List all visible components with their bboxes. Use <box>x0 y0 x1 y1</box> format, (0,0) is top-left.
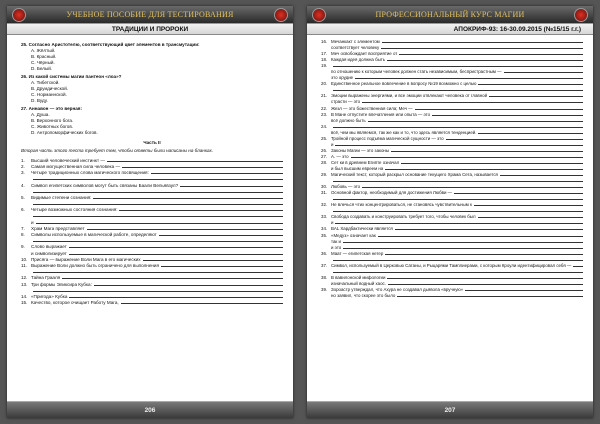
answer-blank[interactable] <box>362 99 583 103</box>
item-prompt: Не влечься чтих концентрироваться, не становясь чувствительным к <box>331 202 472 208</box>
right-page <box>307 6 593 418</box>
item-prompt: Мечанкакт с элементом <box>331 39 380 44</box>
answer-blank[interactable] <box>401 160 583 164</box>
answer-option[interactable]: B. Верхонного бога. <box>31 118 74 123</box>
question-list <box>21 42 283 136</box>
answer-blank[interactable] <box>474 202 583 206</box>
item-prompt: и <box>31 219 34 225</box>
item-prompt: Жезл — это божественная сила; Меч — <box>331 105 413 111</box>
fill-in-item <box>21 300 283 306</box>
answer-option[interactable]: А. Душа. <box>31 112 50 117</box>
item-number: 29. <box>321 172 328 178</box>
item-prompt: «Пригода» Кубка <box>31 293 68 299</box>
item-number: 36. <box>321 250 328 256</box>
answer-option[interactable]: B. Друидической. <box>31 86 69 91</box>
question-title: 25. Согласно Аристотелю, соответствующий цвет элементов в трансмутации: <box>21 42 200 47</box>
emblem-icon <box>312 8 326 22</box>
left-content <box>21 40 283 306</box>
fill-in-item <box>321 293 583 299</box>
item-prompt: Символ, используемый в Церковью Сатаны, и Рыцарями Тамплиерами, с которым Кроули идентифицировал себя — <box>331 262 572 268</box>
answer-blank[interactable] <box>33 269 283 273</box>
answer-blank[interactable] <box>143 257 283 261</box>
question-block <box>21 74 283 104</box>
answer-blank[interactable] <box>333 63 583 67</box>
item-number: 32. <box>321 202 328 208</box>
item-prompt: Маат — египетская нетер <box>331 250 384 256</box>
answer-blank[interactable] <box>355 75 583 79</box>
item-prompt: Видимые степени сознания: <box>31 194 92 200</box>
answer-blank[interactable] <box>343 245 583 249</box>
item-prompt: Храм Мага представляет <box>31 225 85 231</box>
answer-blank[interactable] <box>119 207 283 211</box>
answer-blank[interactable] <box>33 288 283 292</box>
item-number: 35. <box>321 232 328 238</box>
item-prompt: Самая могущественная сила человека — <box>31 163 121 169</box>
answer-blank[interactable] <box>33 238 283 242</box>
item-prompt: Законы Магии — это законы <box>331 147 390 153</box>
answer-blank[interactable] <box>343 239 583 243</box>
header-banner <box>7 6 293 24</box>
answer-blank[interactable] <box>385 166 583 170</box>
answer-blank[interactable] <box>159 232 283 236</box>
answer-blank[interactable] <box>122 164 283 168</box>
item-prompt: Присяга — выражение Воли Мага в его магических <box>31 256 141 262</box>
answer-blank[interactable] <box>333 87 583 91</box>
answer-blank[interactable] <box>415 106 583 110</box>
question-block <box>21 42 283 72</box>
emblem-icon <box>12 8 26 22</box>
answer-blank[interactable] <box>351 154 583 158</box>
item-number: 30. <box>321 184 328 190</box>
item-number: 31. <box>321 190 328 196</box>
answer-blank[interactable] <box>107 158 283 162</box>
answer-blank[interactable] <box>151 170 283 174</box>
page-number: 206 <box>144 407 156 414</box>
answer-option[interactable]: D. Антропоморфических богов. <box>31 130 98 135</box>
item-prompt: и символизирует <box>31 250 67 256</box>
item-prompt: соответствует человеку <box>331 45 380 51</box>
emblem-icon <box>574 8 588 22</box>
item-prompt: так и <box>331 238 341 244</box>
answer-blank[interactable] <box>161 263 283 267</box>
item-prompt: Тайна Грааля <box>31 275 61 281</box>
item-number: 18. <box>321 57 328 63</box>
answer-blank[interactable] <box>333 196 583 200</box>
answer-blank[interactable] <box>333 269 583 273</box>
header-title: УЧЕБНОЕ ПОСОБИЕ ДЛЯ ТЕСТИРОВАНИЯ <box>66 10 234 19</box>
answer-blank[interactable] <box>69 251 283 255</box>
item-prompt: Выражение Воли должно быть ограничено для выполнения <box>31 262 159 268</box>
item-prompt: страсти — это <box>331 99 361 105</box>
item-number: 6. <box>21 207 25 213</box>
item-number: 17. <box>321 51 328 57</box>
item-prompt: Качество, которое очищает Работу Мага, <box>31 300 119 306</box>
item-number: 37. <box>321 262 328 268</box>
header-title: ПРОФЕССИОНАЛЬНЫЙ КУРС МАГИИ <box>375 10 525 19</box>
item-prompt: Единственное реальное вовлечение в вопросу №19 возможно с целью <box>331 81 477 87</box>
item-number: 2. <box>21 163 25 169</box>
item-prompt: Три формы Эликсира Кубка: <box>31 281 92 287</box>
emblem-icon <box>274 8 288 22</box>
page-footer <box>7 401 293 418</box>
item-number: 23. <box>321 111 328 117</box>
item-prompt: изначальный водный хаос. <box>331 280 386 286</box>
item-prompt: Свобода создавать и конструировать требует того, чтобы человек был <box>331 214 476 220</box>
answer-blank[interactable] <box>62 275 283 279</box>
item-prompt: Тройной процесс подъёма магической сущности — это <box>331 135 444 141</box>
item-prompt: Эмоции выражены энергиями, и все эмоции отвлекают человека от главной <box>331 93 488 99</box>
answer-blank[interactable] <box>333 124 583 128</box>
answer-blank[interactable] <box>69 294 283 298</box>
answer-blank[interactable] <box>87 226 283 230</box>
item-prompt: Символ египетских символов могут быть связаны Баали Вельявзул? <box>31 182 179 188</box>
section-subheader: АПОКРИФ-93: 16-30.09.2015 (№15/15 г.г.) <box>307 24 593 35</box>
item-number: 9. <box>21 244 25 250</box>
answer-blank[interactable] <box>33 201 283 205</box>
item-prompt: Зороастр утверждал, что Ахура не создавал дьявола «вручную» <box>331 286 464 292</box>
item-number: 38. <box>321 274 328 280</box>
header-banner <box>307 6 593 24</box>
item-number: 19. <box>321 63 328 69</box>
page-number: 207 <box>444 407 456 414</box>
item-prompt: всё, чем мы являемся, так же как и то, что здесь является тенденцией. <box>331 129 477 135</box>
item-prompt: Сет ки в древнем Египте означал <box>331 159 400 165</box>
item-number: 20. <box>321 81 328 87</box>
answer-blank[interactable] <box>478 130 583 134</box>
answer-blank[interactable] <box>335 142 583 146</box>
answer-blank[interactable] <box>388 281 583 285</box>
item-number: 14. <box>21 293 28 299</box>
item-number: 5. <box>21 194 25 200</box>
item-number: 12. <box>21 275 28 281</box>
answer-option[interactable]: C. Чёрный. <box>31 60 55 65</box>
item-prompt: Слово выражает <box>31 244 67 250</box>
answer-blank[interactable] <box>121 300 283 304</box>
answer-option[interactable]: C. Норманнской. <box>31 92 67 97</box>
answer-blank[interactable] <box>180 183 283 187</box>
left-page <box>7 6 293 418</box>
right-content <box>321 39 583 299</box>
item-number: 13. <box>21 281 28 287</box>
answer-blank[interactable] <box>573 263 583 267</box>
answer-blank[interactable] <box>391 148 583 152</box>
item-number: 11. <box>21 262 28 268</box>
question-title: 26. Из какой системы магии пантеон «лоа»? <box>21 74 122 79</box>
answer-blank[interactable] <box>36 220 283 224</box>
item-prompt: В Мане отпустите впечатления или опыта — это <box>331 111 431 117</box>
item-number: 26. <box>321 147 328 153</box>
section-subheader: ТРАДИЦИИ И ПРОРОКИ <box>7 24 293 35</box>
item-prompt: и был высшим евреем на <box>331 165 384 171</box>
item-prompt: Четыре традиционных слова магического посвящения: <box>31 170 149 176</box>
answer-blank[interactable] <box>368 118 583 122</box>
answer-blank[interactable] <box>33 189 283 193</box>
answer-option[interactable]: А. Тибетской. <box>31 80 60 85</box>
question-block <box>21 106 283 136</box>
answer-blank[interactable] <box>335 220 583 224</box>
answer-blank[interactable] <box>333 178 583 182</box>
item-prompt: по отношению к которым человек должен стать независимым, беспристрастным — <box>331 69 502 75</box>
answer-blank[interactable] <box>478 214 583 218</box>
item-prompt: BAL Хардбактически является <box>331 226 393 232</box>
fill-in-list <box>21 158 283 307</box>
part-title: Часть II <box>143 140 161 145</box>
answer-blank[interactable] <box>33 176 283 180</box>
item-number: 3. <box>21 170 25 176</box>
answer-blank[interactable] <box>69 244 283 248</box>
answer-blank[interactable] <box>504 69 584 73</box>
item-number: 33. <box>321 214 328 220</box>
item-prompt: и <box>331 220 334 226</box>
item-prompt: В вавилонской мифологии <box>331 274 386 280</box>
answer-option[interactable]: C. Животных богов. <box>31 124 74 129</box>
answer-blank[interactable] <box>454 190 583 194</box>
item-prompt: Основной фактор, необходимый для достижения Любви — <box>331 190 453 196</box>
item-prompt: Высший человеческий инстинкт — <box>31 157 105 163</box>
answer-blank[interactable] <box>465 287 583 291</box>
answer-blank[interactable] <box>478 81 583 85</box>
answer-blank[interactable] <box>446 136 583 140</box>
answer-blank[interactable] <box>333 257 583 261</box>
item-number: 34. <box>321 226 328 232</box>
item-prompt: Каждая идея должна быть <box>331 57 386 63</box>
item-number: 24. <box>321 123 328 129</box>
answer-blank[interactable] <box>385 251 583 255</box>
answer-blank[interactable] <box>397 293 583 297</box>
item-prompt: и это <box>331 244 342 250</box>
question-title: 27. Аннавон — это верная: <box>21 106 82 111</box>
item-number: 21. <box>321 93 328 99</box>
answer-option[interactable]: B. Красный. <box>31 54 57 59</box>
item-number: 16. <box>321 39 328 44</box>
item-number: 10. <box>21 256 28 262</box>
answer-option[interactable]: D. Белый. <box>31 66 53 71</box>
item-prompt: «Медуз» означает как <box>331 232 376 238</box>
item-prompt: Любовь — это <box>331 184 361 190</box>
answer-blank[interactable] <box>387 57 583 61</box>
answer-blank[interactable] <box>399 51 583 55</box>
item-number: 28. <box>321 159 328 165</box>
item-number: 25. <box>321 135 328 141</box>
answer-blank[interactable] <box>94 282 283 286</box>
item-number: 8. <box>21 232 25 238</box>
answer-blank[interactable] <box>395 226 583 230</box>
item-number: 22. <box>321 105 328 111</box>
answer-option[interactable]: А. Жёлтый. <box>31 48 56 53</box>
item-number: 15. <box>21 300 28 306</box>
answer-blank[interactable] <box>387 275 583 279</box>
item-number: 39. <box>321 286 328 292</box>
fill-in-list <box>321 39 583 299</box>
item-prompt: А. — это <box>331 153 349 159</box>
item-prompt: Магический текст, который раскрыл основание текущего Храма Сета, называется <box>331 172 498 178</box>
answer-blank[interactable] <box>381 45 583 49</box>
item-prompt: Меч освобождает восприятие от <box>331 51 398 57</box>
item-prompt: Символы используемые в магической работе, определяют <box>31 232 157 238</box>
answer-blank[interactable] <box>500 172 583 176</box>
item-prompt: это орудие <box>331 75 354 81</box>
answer-blank[interactable] <box>33 213 283 217</box>
item-number: 7. <box>21 225 25 231</box>
item-number: 27. <box>321 153 328 159</box>
answer-blank[interactable] <box>93 195 283 199</box>
item-number: 4. <box>21 182 25 188</box>
answer-blank[interactable] <box>362 184 583 188</box>
answer-blank[interactable] <box>378 233 583 237</box>
answer-blank[interactable] <box>382 39 583 43</box>
page-footer <box>307 401 593 418</box>
answer-option[interactable]: D. Вуду. <box>31 98 48 103</box>
item-prompt: и <box>331 141 334 147</box>
item-number: 1. <box>21 157 25 163</box>
answer-blank[interactable] <box>432 112 583 116</box>
part-intro: Вторая часть этого теста требует тем, чтобы ответы были написаны на бланках. <box>21 148 214 153</box>
item-prompt: но заявил, что скорее это было <box>331 292 396 298</box>
item-prompt: всё должно быть <box>331 117 366 123</box>
answer-blank[interactable] <box>333 208 583 212</box>
item-prompt: Четыре возможных состояния сознания: <box>31 207 118 213</box>
answer-blank[interactable] <box>489 93 583 97</box>
